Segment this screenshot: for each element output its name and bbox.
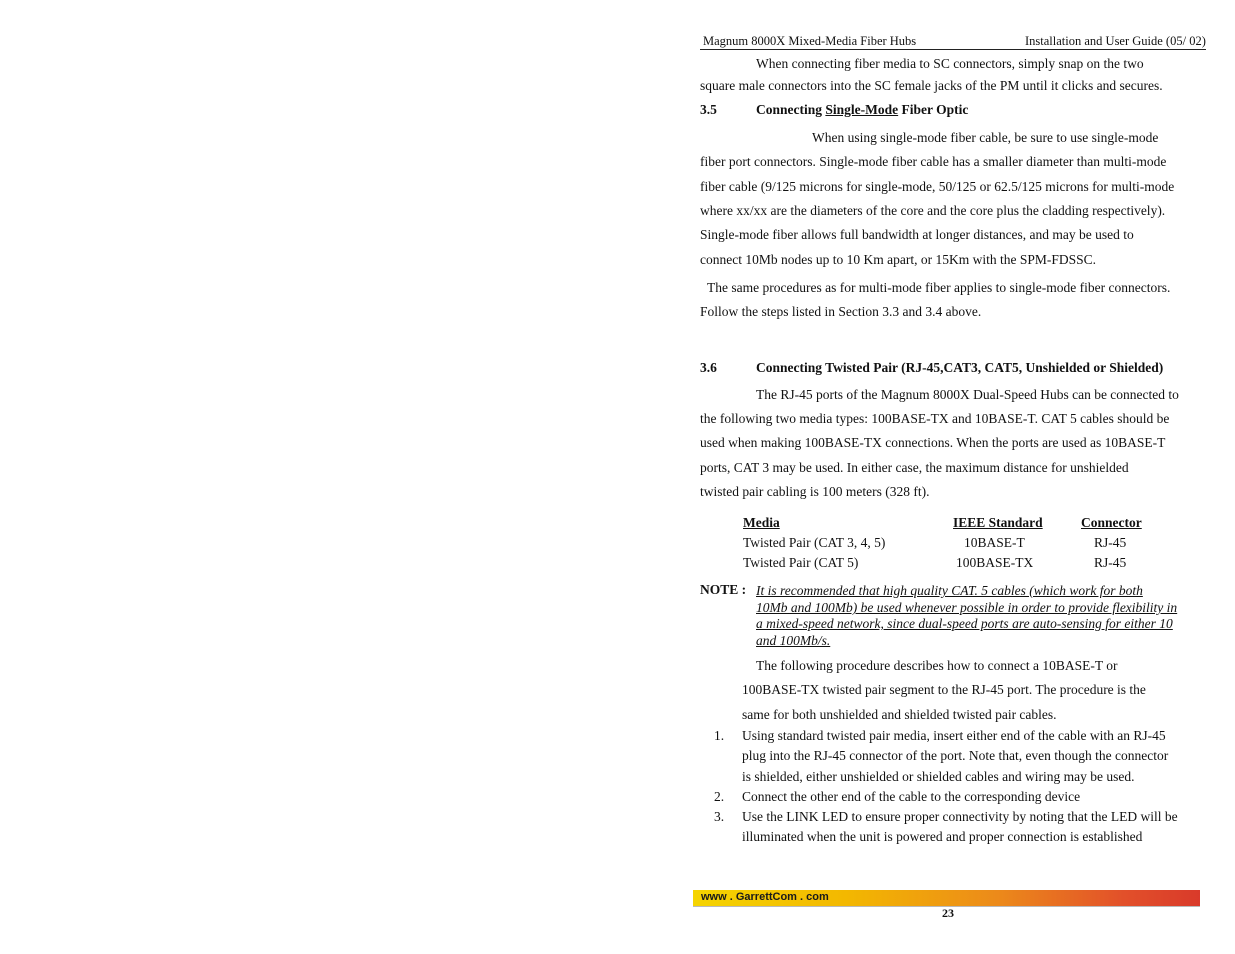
header-left: Magnum 8000X Mixed-Media Fiber Hubs — [703, 34, 917, 48]
step-line: Using standard twisted pair media, insert either end of the cable with an RJ-45 — [742, 728, 1166, 743]
procedure-intro-line: same for both unshielded and shielded twisted pair cables. — [742, 707, 1057, 722]
procedure-intro-line: 100BASE-TX twisted pair segment to the RJ-45 port. The procedure is the — [742, 682, 1146, 697]
table-header-ieee-standard: IEEE Standard — [953, 515, 1043, 530]
section-3-5-line: When using single-mode fiber cable, be sure to use single-mode — [812, 130, 1159, 145]
section-3-5-heading-pre: Connecting — [756, 102, 826, 117]
section-3-5-line: Single-mode fiber allows full bandwidth at longer distances, and may be used to — [700, 227, 1134, 242]
step-line: plug into the RJ-45 connector of the port. Note that, even though the connector — [742, 748, 1169, 763]
section-3-5-para2-line: The same procedures as for multi-mode fiber applies to single-mode fiber connectors. — [707, 280, 1171, 295]
section-3-5-line: fiber port connectors. Single-mode fiber cable has a smaller diameter than multi-mode — [700, 154, 1167, 169]
section-3-6-line: the following two media types: 100BASE-TX and 10BASE-T. CAT 5 cables should be — [700, 411, 1170, 426]
section-3-6-line: twisted pair cabling is 100 meters (328 ft). — [700, 484, 930, 499]
step-line: Use the LINK LED to ensure proper connectivity by noting that the LED will be — [742, 809, 1178, 824]
section-3-6-heading: Connecting Twisted Pair (RJ-45,CAT3, CAT5, Unshielded or Shielded) — [756, 360, 1164, 375]
intro-line: square male connectors into the SC female jacks of the PM until it clicks and secures. — [700, 78, 1163, 93]
section-3-5-heading — [756, 102, 968, 118]
section-3-5-line: connect 10Mb nodes up to 10 Km apart, or 15Km with the SPM-FDSSC. — [700, 252, 1096, 267]
section-3-6-line: used when making 100BASE-TX connections. When the ports are used as 10BASE-T — [700, 435, 1166, 450]
step-number: 2. — [714, 789, 725, 804]
step-number: 1. — [714, 728, 725, 743]
table-cell-standard: 10BASE-T — [964, 535, 1025, 550]
section-3-5-number: 3.5 — [700, 102, 717, 117]
header-divider — [700, 49, 1206, 50]
table-cell-media: Twisted Pair (CAT 3, 4, 5) — [743, 535, 886, 550]
header-right: Installation and User Guide (05/ 02) — [1025, 34, 1206, 48]
table-cell-connector: RJ-45 — [1094, 535, 1127, 550]
page-number: 23 — [942, 906, 954, 920]
intro-line: When connecting fiber media to SC connectors, simply snap on the two — [756, 56, 1144, 71]
section-3-5-line: fiber cable (9/125 microns for single-mode, 50/125 or 62.5/125 microns for multi-mode — [700, 179, 1175, 194]
section-3-5-heading-post: Fiber Optic — [898, 102, 969, 117]
note-line: It is recommended that high quality CAT. 5 cables (which work for both — [756, 583, 1143, 598]
table-cell-standard: 100BASE-TX — [956, 555, 1034, 570]
step-line: is shielded, either unshielded or shielded cables and wiring may be used. — [742, 769, 1135, 784]
footer-banner — [693, 890, 1200, 906]
table-header-connector: Connector — [1081, 515, 1142, 530]
section-3-5-heading-underlined: Single-Mode — [825, 102, 899, 117]
section-3-5-para2-line: Follow the steps listed in Section 3.3 and 3.4 above. — [700, 304, 982, 319]
section-3-6-number: 3.6 — [700, 360, 717, 375]
step-line: Connect the other end of the cable to the corresponding device — [742, 789, 1081, 804]
footer-url: www . GarrettCom . com — [701, 891, 829, 903]
procedure-intro-line: The following procedure describes how to connect a 10BASE-T or — [756, 658, 1118, 673]
table-header-media: Media — [743, 515, 780, 530]
section-3-6-line: ports, CAT 3 may be used. In either case, the maximum distance for unshielded — [700, 460, 1129, 475]
section-3-6-line: The RJ-45 ports of the Magnum 8000X Dual-Speed Hubs can be connected to — [756, 387, 1179, 402]
step-number: 3. — [714, 809, 725, 824]
section-3-5-line: where xx/xx are the diameters of the core and the core plus the cladding respectively). — [700, 203, 1166, 218]
note-line: and 100Mb/s. — [756, 633, 831, 648]
table-cell-media: Twisted Pair (CAT 5) — [743, 555, 859, 570]
note-line: a mixed-speed network, since dual-speed ports are auto-sensing for either 10 — [756, 616, 1173, 631]
step-line: illuminated when the unit is powered and proper connection is established — [742, 829, 1143, 844]
note-line: 10Mb and 100Mb) be used whenever possible in order to provide flexibility in — [756, 600, 1178, 615]
note-label: NOTE : — [700, 582, 747, 597]
table-cell-connector: RJ-45 — [1094, 555, 1127, 570]
